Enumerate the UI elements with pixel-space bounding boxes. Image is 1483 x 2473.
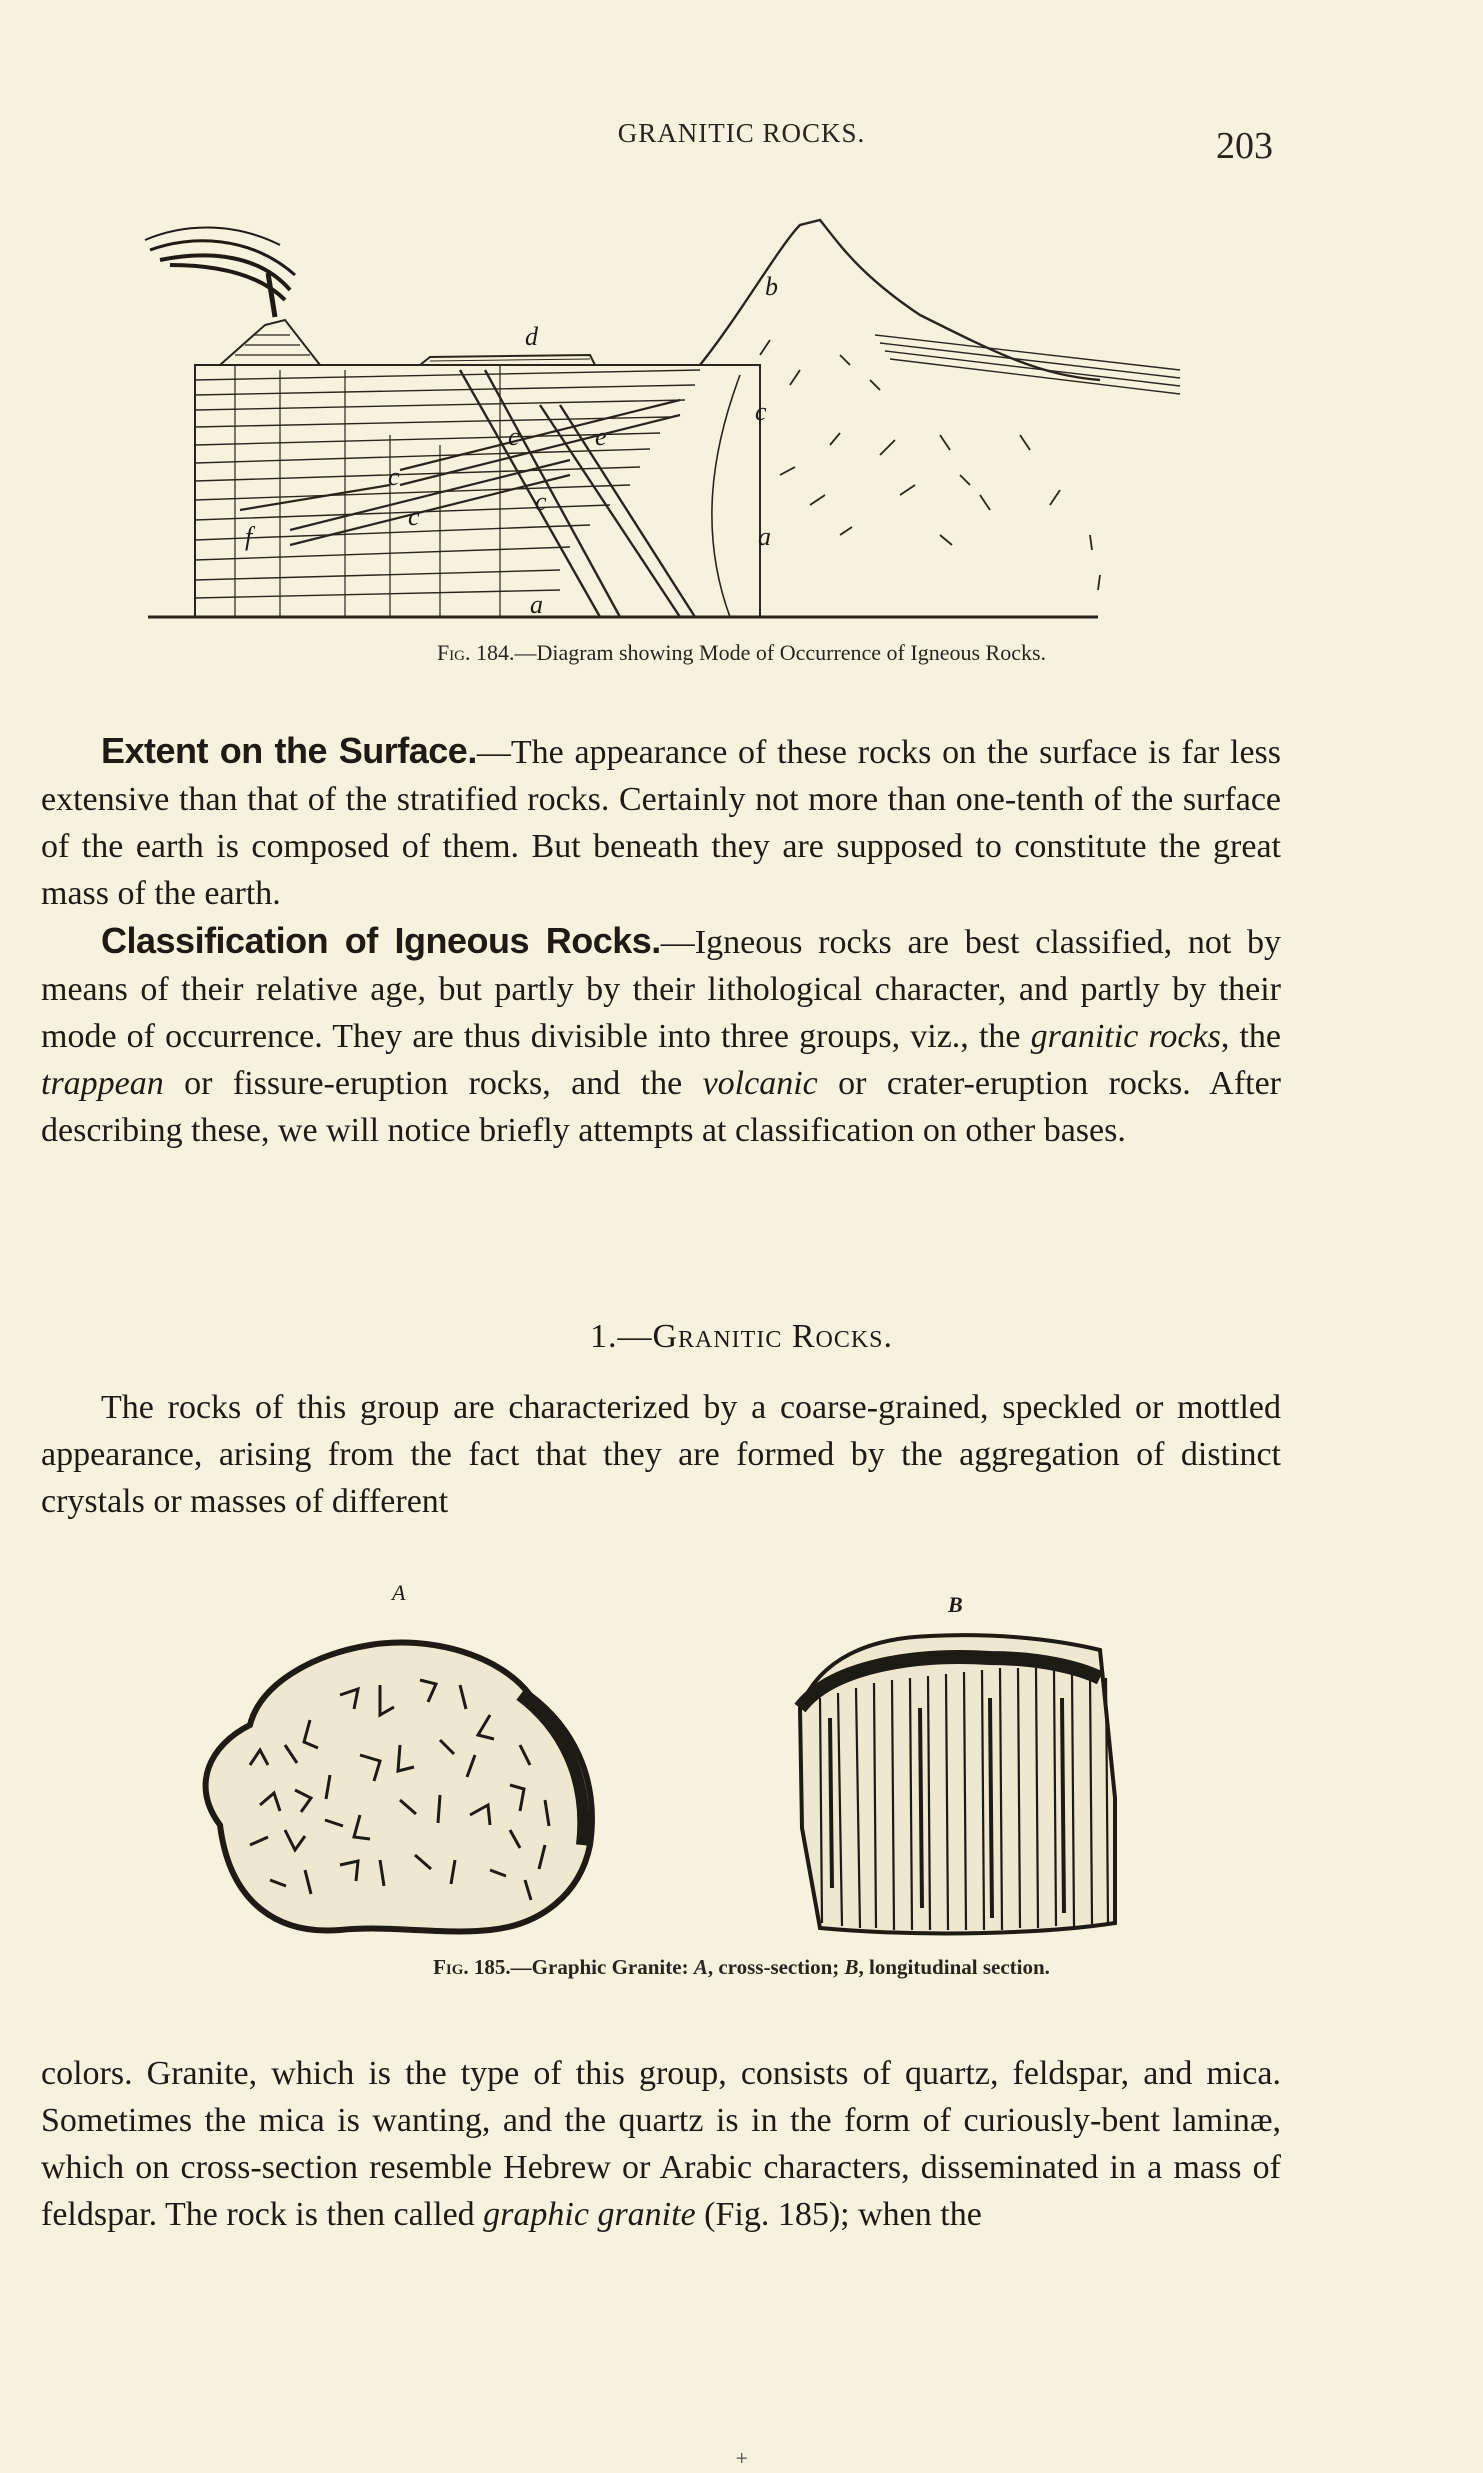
continuation-text-2: (Fig. 185); when the [695, 2196, 982, 2233]
fig184-label-c1: c [755, 397, 767, 426]
text-block-extent-classification [41, 727, 1281, 1154]
term-granitic-rocks: granitic rocks [1030, 1018, 1221, 1055]
figure-185-caption-text-2: , cross-section; [707, 1955, 845, 1979]
heading-classification: Classification of Igneous Rocks. [101, 920, 661, 961]
running-head: GRANITIC ROCKS. [617, 118, 866, 148]
paragraph-granitic: The rocks of this group are characterized by a coarse-grained, speckled or mottled appearance, arising from the fact that they are formed by the aggregation of distinct crystals or masses of different [41, 1389, 1281, 1520]
figure-185-cross-section [190, 1625, 610, 1945]
classification-text-3: or fissure-eruption rocks, and the [163, 1065, 703, 1102]
classification-text-4: or crater-eruption rocks. After describing these, we will notice briefly attempts at classification on other bases. [41, 1065, 1281, 1149]
classification-text-2: , the [1220, 1018, 1281, 1055]
paragraph-extent [41, 727, 1281, 917]
figure-185-caption-b: B [844, 1955, 859, 1979]
extent-text: —The appearance of these rocks on the surface is far less extensive than that of the stratified rocks. Certainly not more than one-tenth of the surface of the earth is composed of them. But beneath they are supposed to constitute the great mass of the earth. [41, 734, 1281, 912]
fig184-label-a-top: a [758, 522, 771, 551]
figure-185-caption-text-3: , longitudinal section. [858, 1955, 1050, 1979]
fig184-label-a-bottom: a [530, 590, 543, 619]
text-block-continuation [41, 2050, 1281, 2238]
term-volcanic: volcanic [702, 1065, 818, 1102]
figure-185-caption-label: Fig. 185. [433, 1955, 511, 1979]
paragraph-continuation [41, 2050, 1281, 2238]
figure-185-caption-a: A [693, 1955, 708, 1979]
figure-184-caption-text: —Diagram showing Mode of Occurrence of Igneous Rocks. [514, 640, 1047, 665]
fig184-label-c2: c [508, 422, 520, 451]
fig184-label-f: f [245, 522, 253, 551]
fig184-label-c4: c [408, 502, 420, 531]
fig185-label-a: A [392, 1580, 406, 1605]
section-heading-granitic-rocks: 1.—Granitic Rocks. [589, 1318, 894, 1355]
fig185-label-b: B [948, 1592, 963, 1617]
figure-184-diagram [140, 205, 1200, 625]
fig184-label-b: b [765, 272, 778, 301]
text-block-granitic [41, 1384, 1281, 1525]
heading-extent-on-surface: Extent on the Surface. [101, 730, 477, 771]
figure-184-caption [0, 640, 1483, 666]
fig184-label-c3: c [388, 462, 400, 491]
term-graphic-granite: graphic granite [483, 2196, 696, 2233]
figure-184-caption-label: Fig. 184. [436, 640, 515, 665]
page-number: 203 [1216, 125, 1273, 167]
figure-185-caption-text-1: —Graphic Granite: [510, 1955, 694, 1979]
fig184-label-d: d [525, 322, 538, 351]
fig184-label-c5: c [535, 487, 547, 516]
continuation-text-1: colors. Granite, which is the type of this group, consists of quartz, feldspar, and mica. Sometimes the mica is wanting, and the quartz is in the form of curiously-bent laminæ, which on cross-section resemble Hebrew or Arabic characters, disseminated in a mass of feldspar. The rock is then called [41, 2055, 1281, 2233]
bottom-printer-mark: + [735, 2448, 749, 2467]
figure-185-longitudinal-section [790, 1628, 1130, 1943]
term-trappean: trappean [41, 1065, 164, 1102]
classification-text-1: —Igneous rocks are best classified, not by means of their relative age, but partly by their lithological character, and partly by their mode of occurrence. They are thus divisible into three groups, viz., the [41, 924, 1281, 1055]
figure-185-caption [0, 1955, 1483, 1980]
paragraph-classification [41, 917, 1281, 1154]
fig184-label-e: e [595, 422, 607, 451]
